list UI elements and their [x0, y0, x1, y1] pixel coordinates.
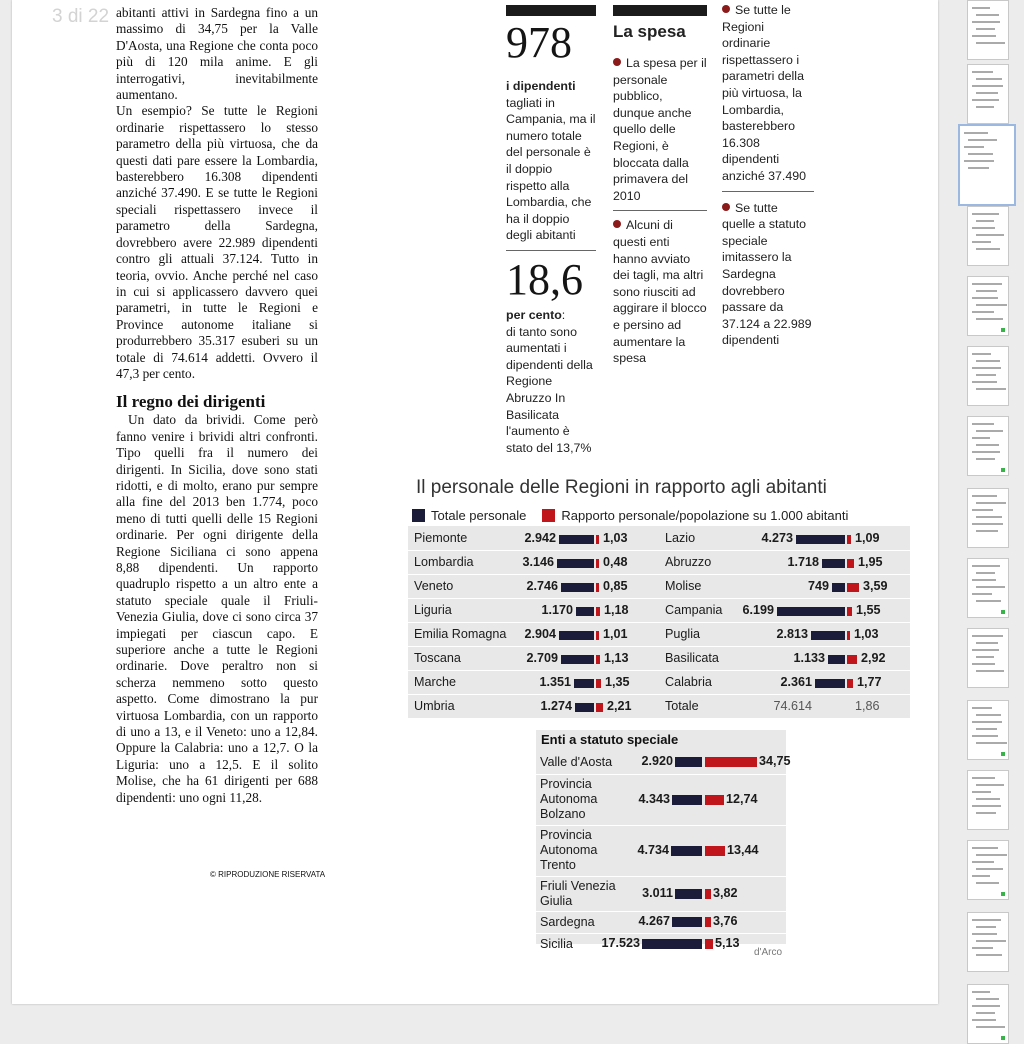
thumbnail-text-line [972, 933, 997, 935]
bullet-text: Se tutte quelle a statuto speciale imitassero la Sardegna dovrebbero passare da 37.124 a 22.989 dipendenti [722, 200, 812, 348]
thumbnail-text-line [976, 854, 1007, 856]
total-value: 2.942 [524, 531, 556, 545]
table-row [408, 646, 659, 671]
thumbnail-text-line [972, 919, 1001, 921]
region-name: Marche [414, 675, 456, 689]
thumbnail-text-line [972, 777, 995, 779]
thumbnail-text-line [976, 926, 996, 928]
pdf-page [12, 0, 938, 1004]
thumbnail-text-line [976, 1012, 995, 1014]
ratio-value: 1,09 [855, 531, 880, 545]
thumbnail-text-line [976, 728, 997, 730]
ratio-bar [705, 939, 713, 949]
thumbnail-text-line [972, 523, 1003, 525]
thumbnail-text-line [976, 530, 998, 532]
total-bar [828, 655, 845, 664]
page-thumbnail[interactable] [967, 346, 1009, 406]
table-row [408, 550, 659, 575]
thumbnail-text-line [972, 707, 992, 709]
article-subheading: Il regno dei dirigenti [116, 392, 266, 412]
total-value: 1.718 [787, 555, 819, 569]
thumbnail-text-line [976, 444, 999, 446]
page-thumbnail[interactable] [967, 770, 1009, 830]
thumbnail-text-line [976, 360, 1000, 362]
entity-name: Provincia Autonoma Trento [540, 828, 598, 872]
thumbnail-text-line [964, 160, 994, 162]
total-bar [561, 583, 594, 592]
stats-column [506, 5, 596, 456]
thumbnail-text-line [972, 721, 1002, 723]
thumbnail-text-line [976, 516, 1002, 518]
ratio-value: 2,21 [607, 699, 632, 713]
parameters-column [722, 2, 814, 349]
bullet-dot-icon [722, 203, 730, 211]
table-row [408, 598, 659, 623]
table-row [659, 670, 910, 695]
region-name: Lazio [665, 531, 696, 545]
total-value: 3.146 [522, 555, 554, 569]
ratio-bar [847, 607, 852, 616]
ratio-value: 34,75 [759, 754, 791, 768]
thumbnail-text-line [972, 99, 999, 101]
ratio-bar [705, 846, 725, 856]
thumbnail-text-line [972, 875, 990, 877]
legend-swatch-total [412, 509, 425, 522]
thumbnail-marker-icon [1001, 1036, 1005, 1040]
total-value: 2.746 [526, 579, 558, 593]
page-thumbnail[interactable] [967, 206, 1009, 266]
total-value: 3.011 [642, 885, 673, 900]
ratio-value: 1,03 [603, 531, 628, 545]
table-row [408, 622, 659, 647]
region-name: Puglia [665, 627, 701, 641]
total-bar [777, 607, 845, 616]
bullet-text: La spesa per il personale pubblico, dunque anche quello delle Regioni, è bloccata dalla primavera del 2010 [613, 56, 707, 203]
thumbnail-text-line [976, 868, 1003, 870]
table-row [659, 598, 910, 623]
thumbnail-marker-icon [1001, 328, 1005, 332]
table-row [408, 574, 659, 599]
thumbnail-text-line [976, 940, 1006, 942]
thumbnail-text-line [972, 805, 1001, 807]
thumbnail-text-line [972, 509, 993, 511]
header-bar [613, 5, 707, 16]
total-value: 2.920 [641, 754, 673, 768]
ratio-bar [596, 607, 600, 616]
table-row [536, 933, 786, 956]
bullet-item [722, 200, 814, 349]
thumbnail-text-line [976, 78, 1002, 80]
page-thumbnail[interactable] [967, 276, 1009, 336]
article-paragraph: abitanti attivi in Sardegna fino a un massimo di 34,75 per la Valle D'Aosta, una Regione che conta poco più di 120 mila anime. E gli interrogativi, inevitabilmente aumentano. [116, 5, 318, 103]
thumbnail-text-line [976, 42, 1005, 44]
total-bar [832, 583, 845, 592]
table-row [536, 876, 786, 912]
region-name: Molise [665, 579, 702, 593]
thumbnail-text-line [972, 847, 998, 849]
thumbnail-text-line [968, 167, 989, 169]
table-row [536, 774, 786, 826]
page-thumbnail[interactable] [967, 64, 1009, 124]
ratio-bar [596, 583, 599, 592]
region-name: Lombardia [414, 555, 474, 569]
entity-name: Sicilia [540, 936, 573, 951]
thumbnail-text-line [976, 998, 999, 1000]
legend-swatch-ratio [542, 509, 555, 522]
thumbnail-text-line [976, 656, 994, 658]
entity-name: Provincia Autonoma Bolzano [540, 777, 598, 821]
thumbnail-text-line [972, 649, 999, 651]
ratio-value: 1,86 [855, 699, 880, 713]
region-name: Basilicata [665, 651, 719, 665]
bullet-item [613, 217, 707, 366]
column-title: La spesa [613, 22, 686, 41]
ratio-value: 3,59 [863, 579, 888, 593]
thumbnail-text-line [972, 565, 1000, 567]
thumbnail-text-line [972, 947, 993, 949]
bullet-text: Se tutte le Regioni ordinarie rispettassero i parametri della più virtuosa, la Lombardia, basterebbero 16.308 dipendenti anziché 37.490 [722, 3, 807, 183]
spending-column [613, 5, 707, 367]
ratio-value: 0,85 [603, 579, 628, 593]
thumbnail-text-line [972, 791, 991, 793]
ratio-bar [847, 583, 859, 592]
bullet-text: Alcuni di questi enti hanno avviato dei tagli, ma altri sono riusciti ad aggirare il blocco e persino ad aumentare la spesa [613, 218, 707, 366]
stat-text: tagliati in Campania, ma il numero totale del personale è il doppio rispetto alla Lombardia, che ha il doppio degli abitanti [506, 95, 596, 243]
legend-label-ratio: Rapporto personale/popolazione su 1.000 abitanti [561, 508, 849, 523]
ratio-value: 3,76 [713, 914, 738, 928]
ratio-bar [847, 535, 851, 544]
thumbnail-text-line [976, 502, 1006, 504]
total-value: 2.709 [526, 651, 558, 665]
table-row [408, 526, 659, 551]
ratio-value: 5,13 [715, 936, 740, 950]
total-bar [671, 846, 702, 856]
thumbnail-text-line [976, 234, 1004, 236]
total-bar [557, 559, 594, 568]
total-bar [811, 631, 845, 640]
thumbnail-text-line [972, 861, 994, 863]
thumbnail-marker-icon [1001, 752, 1005, 756]
table-row [659, 526, 910, 551]
thumbnail-text-line [976, 742, 1007, 744]
thumbnail-text-line [972, 579, 996, 581]
article-paragraph: Un esempio? Se tutte le Regioni ordinarie rispettassero lo stesso parametro della più virtuosa, che da questi dati pare essere la Lombardia, basterebbero 16.308 dipendenti anziché 37.490. E se tutte le Regioni speciali rispettassero invece il parametro della Sardegna, dovrebbero avere 22.989 dipendenti contro gli attuali 37.124. Tutto in teoria, ovvio. Anche perché nel caso in cui si applicassero davvero quei parametri, in tutte le Regioni e Province autonome italiane si produrrebbero 35.317 esuberi su un totale di 74.614 addetti. Ovvero il 47,3 per cento. [116, 103, 318, 381]
ratio-value: 13,44 [727, 842, 759, 857]
ratio-bar [847, 631, 850, 640]
page-thumbnail[interactable] [967, 984, 1009, 1044]
thumbnail-text-line [972, 213, 999, 215]
regions-chart [408, 526, 910, 718]
thumbnail-marker-icon [1001, 468, 1005, 472]
thumbnail-text-line [972, 437, 990, 439]
thumbnail-text-line [972, 297, 998, 299]
ratio-bar [705, 917, 711, 927]
region-name: Campania [665, 603, 723, 617]
total-bar [672, 795, 702, 805]
big-number: 978 [506, 18, 572, 67]
region-name: Emilia Romagna [414, 627, 507, 641]
thumbnail-text-line [976, 290, 997, 292]
stat-label: per cento [506, 307, 562, 322]
thumbnail-text-line [972, 21, 1000, 23]
bullet-dot-icon [613, 220, 621, 228]
thumbnail-sidebar[interactable] [950, 0, 1024, 1004]
table-row [536, 911, 786, 934]
total-bar [574, 679, 594, 688]
thumbnail-text-line [976, 28, 995, 30]
stat-description [506, 78, 596, 244]
total-bar [672, 917, 702, 927]
table-row [536, 825, 786, 877]
special-statute-chart [536, 730, 791, 951]
table-row [408, 694, 659, 719]
entity-name: Sardegna [540, 914, 595, 929]
thumbnail-text-line [976, 220, 994, 222]
region-name: Umbria [414, 699, 455, 713]
total-value: 4.343 [638, 791, 670, 806]
table-row [536, 750, 791, 775]
thumbnail-text-line [976, 304, 1007, 306]
thumbnail-text-line [976, 374, 996, 376]
total-value: 4.734 [637, 842, 669, 857]
thumbnail-marker-icon [1001, 892, 1005, 896]
thumbnail-text-line [976, 670, 1004, 672]
total-value: 6.199 [742, 603, 774, 617]
table-row [659, 646, 910, 671]
thumbnail-text-line [976, 882, 999, 884]
ratio-value: 1,03 [854, 627, 879, 641]
thumbnail-text-line [976, 388, 1006, 390]
ratio-bar [596, 679, 601, 688]
total-value: 1.274 [540, 699, 572, 713]
thumbnail-text-line [972, 451, 1000, 453]
total-value: 1.133 [793, 651, 825, 665]
big-number: 18,6 [506, 254, 583, 304]
total-bar [675, 757, 702, 767]
article-column [116, 5, 318, 806]
chart-legend [412, 508, 848, 523]
ratio-value: 0,48 [603, 555, 628, 569]
total-bar [642, 939, 702, 949]
thumbnail-text-line [976, 1026, 1005, 1028]
stat-label: i dipendenti [506, 79, 576, 93]
ratio-value: 1,01 [603, 627, 628, 641]
ratio-value: 1,13 [604, 651, 629, 665]
total-value: 74.614 [773, 699, 812, 713]
thumbnail-text-line [972, 353, 991, 355]
ratio-bar [596, 535, 599, 544]
legend-label-total: Totale personale [431, 508, 527, 523]
thumbnail-text-line [972, 663, 995, 665]
page-thumbnail[interactable] [967, 0, 1009, 60]
graphic-credit: d'Arco [754, 947, 783, 958]
ratio-bar [847, 679, 853, 688]
bullet-dot-icon [722, 5, 730, 13]
thumbnail-text-line [976, 642, 998, 644]
thumbnail-text-line [972, 71, 993, 73]
thumbnail-text-line [976, 248, 1000, 250]
thumbnail-text-line [968, 139, 997, 141]
thumbnail-text-line [964, 146, 984, 148]
table-row [659, 574, 910, 599]
total-bar [561, 655, 594, 664]
thumbnail-text-line [972, 735, 998, 737]
thumbnail-text-line [972, 227, 995, 229]
thumbnail-text-line [972, 1019, 996, 1021]
ratio-value: 1,55 [856, 603, 881, 617]
thumbnail-text-line [976, 572, 995, 574]
divider [613, 210, 707, 211]
table-row [659, 622, 910, 647]
total-bar [675, 889, 702, 899]
thumbnail-text-line [976, 600, 1001, 602]
thumbnail-text-line [976, 14, 999, 16]
thumbnail-text-line [972, 635, 1003, 637]
thumbnail-text-line [976, 458, 995, 460]
stat-colon: : [561, 307, 566, 322]
copyright-notice: © RIPRODUZIONE RISERVATA [210, 870, 326, 879]
page-thumbnail[interactable] [967, 840, 1009, 900]
bullet-item [613, 55, 707, 204]
divider [722, 191, 814, 192]
ratio-bar [847, 559, 854, 568]
ratio-value: 3,82 [713, 885, 738, 900]
region-name: Piemonte [414, 531, 468, 545]
thumbnail-text-line [976, 92, 998, 94]
total-bar [796, 535, 845, 544]
thumbnail-text-line [972, 423, 994, 425]
ratio-bar [596, 631, 599, 640]
page-counter: 3 di 22 [52, 6, 110, 27]
total-value: 4.267 [638, 914, 670, 928]
thumbnail-text-line [976, 812, 996, 814]
total-value: 17.523 [601, 936, 640, 950]
thumbnail-text-line [976, 784, 1004, 786]
ratio-value: 1,18 [604, 603, 629, 617]
region-name: Liguria [414, 603, 452, 617]
entity-name: Friuli Venezia Giulia [540, 878, 616, 908]
bullet-dot-icon [613, 58, 621, 66]
ratio-value: 1,35 [605, 675, 630, 689]
thumbnail-text-line [964, 132, 988, 134]
thumbnail-text-line [972, 991, 990, 993]
table-row [408, 670, 659, 695]
total-value: 2.904 [524, 627, 556, 641]
stat-text: di tanto sono aumentati i dipendenti della Regione Abruzzo In Basilicata l'aumento è stato del 13,7% [506, 324, 593, 455]
thumbnail-text-line [968, 153, 993, 155]
total-value: 1.170 [541, 603, 573, 617]
ratio-value: 1,77 [857, 675, 882, 689]
thumbnail-text-line [972, 241, 991, 243]
region-name: Abruzzo [665, 555, 712, 569]
region-name: Toscana [414, 651, 461, 665]
total-bar [822, 559, 845, 568]
ratio-value: 2,92 [861, 651, 886, 665]
ratio-bar [596, 655, 600, 664]
total-value: 1.351 [539, 675, 571, 689]
region-name: Calabria [665, 675, 712, 689]
thumbnail-text-line [972, 283, 1002, 285]
thumbnail-text-line [972, 495, 997, 497]
ratio-value: 12,74 [726, 791, 758, 806]
thumbnail-text-line [976, 954, 1002, 956]
thumbnail-text-line [972, 35, 996, 37]
ratio-bar [847, 655, 857, 664]
total-value: 4.273 [761, 531, 793, 545]
thumbnail-text-line [976, 318, 1003, 320]
total-bar [815, 679, 845, 688]
thumbnail-text-line [972, 1005, 1000, 1007]
ratio-value: 1,95 [858, 555, 883, 569]
article-paragraph: Un dato da brividi. Come però fanno venire i brividi altri confronti. Tipo quelli fra il numero dei dirigenti. In Sicilia, dove sono stati ridotti, e di molto, erano pur sempre alla fine del 2013 ben 1.774, poco meno di tutti quelli delle 15 Regioni ordinarie. Per ogni dirigente della Regione Siciliana ci sono appena 8,88 dipendenti. Un rapporto quadruplo rispetto a un altro ente a statuto speciale quale il Friuli-Venezia Giulia, dove ci sono circa 37 impiegati per ciascun capo. E superiore anche a tutte le Regioni ordinarie. Dove peraltro non si scherza nemmeno sotto questo aspetto. Come dimostrano la pur virtuosa Lombardia, con un rapporto di uno a 13, e il Veneto: uno a 12,84. Oppure la Calabria: uno a 12,7. O la Liguria: uno a 12,5. E il solito Molise, che ha 61 dirigenti per 688 dipendenti: uno ogni 11,28. [116, 412, 318, 805]
total-bar [576, 607, 594, 616]
thumbnail-text-line [972, 311, 994, 313]
region-name: Totale [665, 699, 699, 713]
thumbnail-text-line [972, 367, 1001, 369]
page-thumbnail[interactable] [967, 558, 1009, 618]
thumbnail-text-line [976, 798, 1000, 800]
total-value: 2.813 [776, 627, 808, 641]
thumbnail-text-line [976, 586, 1005, 588]
ratio-bar [705, 889, 711, 899]
region-name: Veneto [414, 579, 454, 593]
stat-description [506, 307, 596, 456]
total-bar [575, 703, 594, 712]
entity-name: Valle d'Aosta [540, 754, 613, 769]
ratio-bar [705, 795, 724, 805]
page-thumbnail[interactable] [967, 416, 1009, 476]
thumbnail-marker-icon [1001, 610, 1005, 614]
page-thumbnail[interactable] [958, 124, 1016, 206]
page-thumbnail[interactable] [967, 488, 1009, 548]
page-thumbnail[interactable] [967, 912, 1009, 972]
thumbnail-text-line [972, 381, 997, 383]
header-bar [506, 5, 596, 16]
bullet-item [722, 2, 814, 185]
ratio-bar [596, 703, 603, 712]
thumbnail-text-line [972, 85, 1003, 87]
total-bar [559, 535, 594, 544]
total-bar [559, 631, 594, 640]
ratio-bar [596, 559, 599, 568]
page-thumbnail[interactable] [967, 628, 1009, 688]
chart-title: Il personale delle Regioni in rapporto agli abitanti [416, 477, 827, 498]
total-value: 2.361 [780, 675, 812, 689]
total-value: 749 [807, 579, 829, 593]
thumbnail-text-line [976, 430, 1003, 432]
thumbnail-text-line [972, 7, 990, 9]
table-row [659, 694, 910, 719]
chart-subtitle: Enti a statuto speciale [541, 732, 679, 747]
thumbnail-text-line [976, 714, 1001, 716]
thumbnail-text-line [972, 593, 992, 595]
table-row [659, 550, 910, 575]
page-thumbnail[interactable] [967, 700, 1009, 760]
thumbnail-text-line [976, 106, 994, 108]
ratio-bar [705, 757, 757, 767]
divider [506, 250, 596, 251]
